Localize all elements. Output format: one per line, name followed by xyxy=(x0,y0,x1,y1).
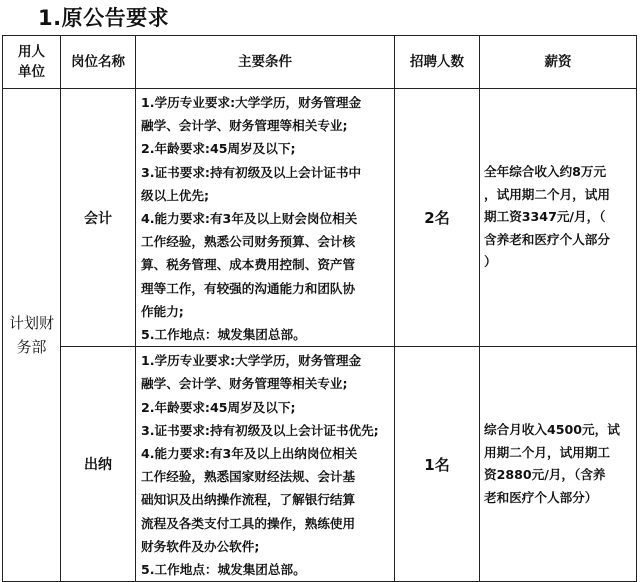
conditions-cell: 1.学历专业要求:大学学历，财务管理金 融学、会计学、财务管理等相关专业; 2.年龄要求:45周岁及以下; 3.证书要求:持有初级及以上会计证书中 级以上优先; 4.能力要求:有3年及以上财会岗位相关 工作经验，熟悉公司财务预算、会计核 算、税务管理、成本费用控制、资产管 理等工作，有较强的沟通能力和团队协 作能力; 5.工作地点：城发集团总部。 xyxy=(136,89,395,347)
header-row xyxy=(3,36,637,89)
section-title: 1.原公告要求 xyxy=(38,6,170,30)
table-row-cashier xyxy=(3,347,637,582)
header-conditions: 主要条件 xyxy=(136,36,395,89)
count-cell: 2名 xyxy=(395,89,480,347)
position-cell: 出纳 xyxy=(61,347,136,582)
salary-cell: 综合月收入4500元，试 用期二个月，试用期工 资2880元/月，（含养 老和医疗个人部分） xyxy=(480,347,637,582)
conditions-cell: 1.学历专业要求:大学学历，财务管理金 融学、会计学、财务管理等相关专业; 2.年龄要求:45周岁及以下; 3.证书要求:持有初级及以上会计证书优先; 4.能力要求:有3年及以上出纳岗位相关 工作经验，熟悉国家财经法规、会计基 础知识及出纳操作流程，了解银行结算 流程及各类支付工具的操作，熟练使用 财务软件及办公软件; 5.工作地点：城发集团总部。 xyxy=(136,347,395,582)
header-count: 招聘人数 xyxy=(395,36,480,89)
table-row-accountant xyxy=(3,89,637,347)
unit-cell: 计划财 务部 xyxy=(3,89,61,582)
salary-cell: 全年综合收入约8万元 ，试用期二个月，试用 期工资3347元/月，（ 含养老和医疗个人部分 ） xyxy=(480,89,637,347)
header-unit: 用人 单位 xyxy=(3,36,61,89)
position-cell: 会计 xyxy=(61,89,136,347)
count-cell: 1名 xyxy=(395,347,480,582)
header-salary: 薪资 xyxy=(480,36,637,89)
header-position: 岗位名称 xyxy=(61,36,136,89)
requirements-table xyxy=(2,35,637,582)
